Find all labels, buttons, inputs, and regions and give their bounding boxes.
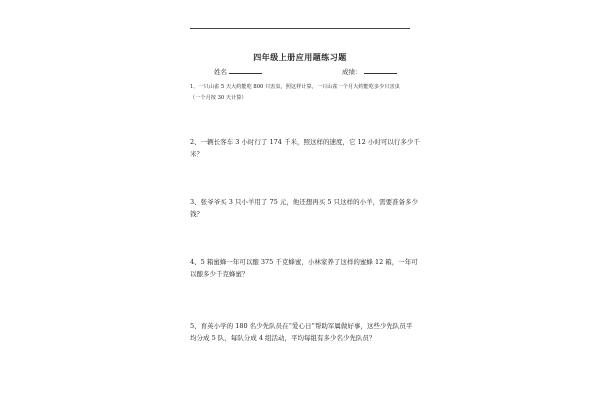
question-3-line-1: 3、张爷爷买 3 只小羊用了 75 元，他还想再买 5 只这样的小羊，需要准备多少 — [190, 198, 419, 206]
name-blank[interactable] — [229, 67, 262, 74]
question-2-line-2: 米？ — [190, 150, 203, 158]
question-5 — [190, 320, 412, 344]
question-1-line-1: 1、一只山雀 5 天大约能吃 800 只害虫，照这样计算，一只山雀一个月大约能吃多少只害虫 — [190, 84, 400, 90]
question-5-line-2: 均分成 5 队，每队分成 4 组活动，平均每组有多少名少先队员？ — [190, 334, 376, 342]
question-2 — [190, 136, 420, 160]
page-title: 四年级上册应用题练习题 — [253, 52, 347, 62]
question-1 — [190, 82, 412, 103]
score-label: 成绩 — [342, 68, 355, 76]
question-1-line-2: （一个月按 30 天计算） — [190, 94, 247, 101]
name-field — [214, 67, 262, 76]
question-4-line-2: 以酿多少千克蜂蜜？ — [190, 270, 249, 278]
score-field: 成绩： — [342, 67, 397, 76]
question-4-line-1: 4、5 箱蜜蜂一年可以酿 375 千克蜂蜜，小林家养了这样的蜜蜂 12 箱，一年可 — [190, 258, 418, 266]
header-rule — [190, 28, 410, 29]
question-3 — [190, 196, 419, 220]
question-4 — [190, 256, 418, 280]
question-2-line-1: 2、一辆长客车 3 小时行了 174 千米，照这样的速度，它 12 小时可以行多少千 — [190, 138, 420, 146]
name-label: 姓名 — [214, 68, 227, 76]
question-5-line-1: 5、育英小学的 180 名少先队员在“爱心日”帮助军属做好事，这些少先队员平 — [190, 322, 413, 330]
question-3-line-2: 钱？ — [190, 210, 203, 218]
score-blank[interactable] — [364, 67, 397, 74]
